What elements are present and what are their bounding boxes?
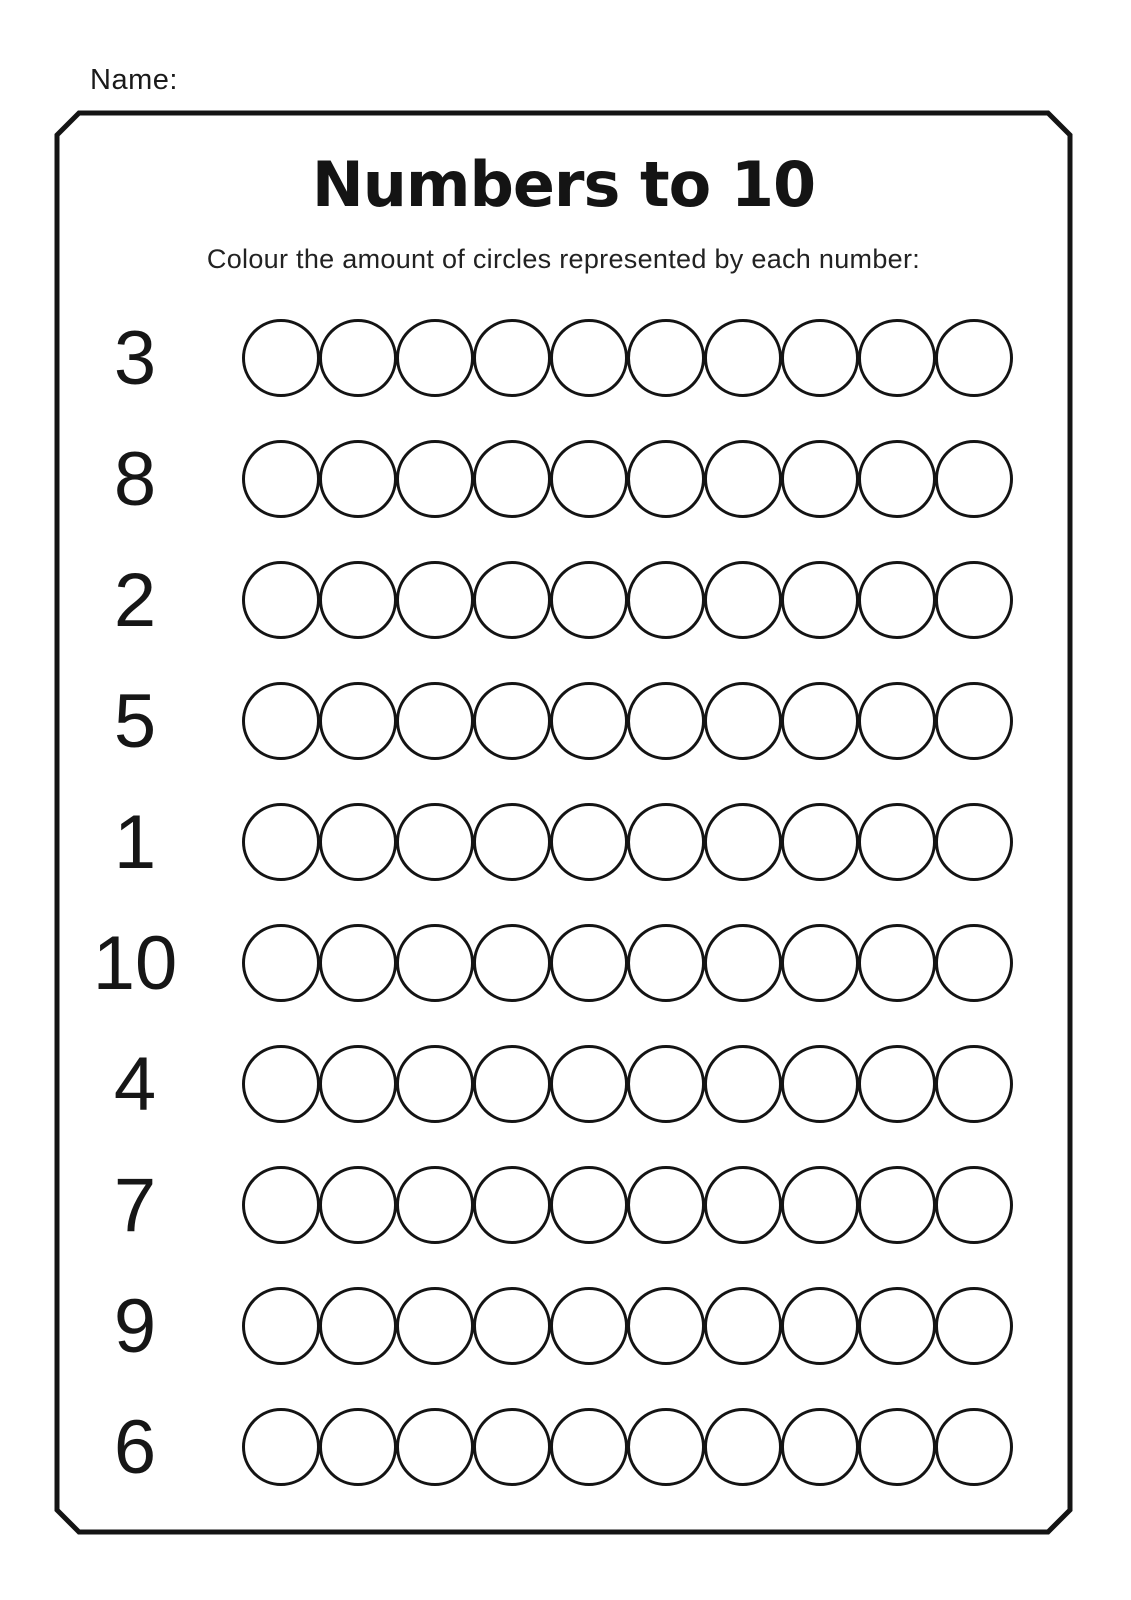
colouring-circle[interactable] — [704, 803, 782, 881]
colouring-circle[interactable] — [704, 924, 782, 1002]
colouring-circle[interactable] — [396, 1287, 474, 1365]
row-number: 3 — [113, 315, 157, 401]
colouring-circle[interactable] — [242, 924, 320, 1002]
colouring-circle[interactable] — [858, 924, 936, 1002]
colouring-circle[interactable] — [473, 1166, 551, 1244]
colouring-circle[interactable] — [858, 440, 936, 518]
colouring-circle[interactable] — [473, 561, 551, 639]
colouring-circle[interactable] — [935, 440, 1013, 518]
colouring-circle[interactable] — [858, 1045, 936, 1123]
row-number: 4 — [113, 1041, 157, 1127]
colouring-circle[interactable] — [627, 1166, 705, 1244]
worksheet-row — [0, 1144, 1131, 1266]
colouring-circle[interactable] — [704, 319, 782, 397]
row-circles — [242, 440, 1013, 518]
row-circles — [242, 924, 1013, 1002]
row-circles — [242, 1287, 1013, 1365]
colouring-circle[interactable] — [858, 682, 936, 760]
colouring-circle[interactable] — [242, 1287, 320, 1365]
worksheet-row — [0, 902, 1131, 1024]
colouring-circle[interactable] — [242, 803, 320, 881]
colouring-circle[interactable] — [858, 1408, 936, 1486]
colouring-circle[interactable] — [781, 319, 859, 397]
colouring-circle[interactable] — [935, 803, 1013, 881]
row-circles — [242, 682, 1013, 760]
colouring-circle[interactable] — [858, 561, 936, 639]
row-number: 1 — [113, 799, 157, 885]
colouring-circle[interactable] — [550, 319, 628, 397]
colouring-circle[interactable] — [704, 440, 782, 518]
colouring-circle[interactable] — [858, 319, 936, 397]
colouring-circle[interactable] — [627, 319, 705, 397]
worksheet-title: Numbers to 10 — [311, 148, 816, 221]
colouring-circle[interactable] — [858, 1166, 936, 1244]
row-number: 10 — [92, 920, 178, 1006]
colouring-circle[interactable] — [242, 1408, 320, 1486]
colouring-circle[interactable] — [396, 319, 474, 397]
worksheet-row — [0, 1265, 1131, 1387]
colouring-circle[interactable] — [627, 440, 705, 518]
colouring-circle[interactable] — [242, 440, 320, 518]
colouring-circle[interactable] — [396, 924, 474, 1002]
worksheet-row — [0, 297, 1131, 419]
name-label: Name: — [90, 64, 178, 96]
colouring-circle[interactable] — [242, 319, 320, 397]
worksheet-row — [0, 1023, 1131, 1145]
colouring-circle[interactable] — [704, 561, 782, 639]
colouring-circle[interactable] — [550, 803, 628, 881]
colouring-circle[interactable] — [396, 440, 474, 518]
colouring-circle[interactable] — [935, 319, 1013, 397]
colouring-circle[interactable] — [935, 1287, 1013, 1365]
colouring-circle[interactable] — [242, 682, 320, 760]
colouring-circle[interactable] — [396, 1166, 474, 1244]
colouring-circle[interactable] — [396, 1408, 474, 1486]
colouring-circle[interactable] — [935, 1166, 1013, 1244]
colouring-circle[interactable] — [935, 561, 1013, 639]
colouring-circle[interactable] — [781, 803, 859, 881]
colouring-circle[interactable] — [319, 803, 397, 881]
colouring-circle[interactable] — [550, 440, 628, 518]
colouring-circle[interactable] — [781, 561, 859, 639]
colouring-circle[interactable] — [550, 1045, 628, 1123]
colouring-circle[interactable] — [704, 1166, 782, 1244]
colouring-circle[interactable] — [319, 1045, 397, 1123]
colouring-circle[interactable] — [550, 682, 628, 760]
colouring-circle[interactable] — [473, 1045, 551, 1123]
colouring-circle[interactable] — [858, 803, 936, 881]
row-number: 8 — [113, 436, 157, 522]
colouring-circle[interactable] — [781, 1408, 859, 1486]
row-circles — [242, 1408, 1013, 1486]
colouring-circle[interactable] — [473, 924, 551, 1002]
worksheet-row — [0, 660, 1131, 782]
colouring-circle[interactable] — [242, 1045, 320, 1123]
worksheet-row — [0, 1386, 1131, 1508]
row-circles — [242, 561, 1013, 639]
row-number: 2 — [113, 557, 157, 643]
row-number: 9 — [113, 1283, 157, 1369]
colouring-circle[interactable] — [319, 319, 397, 397]
colouring-circle[interactable] — [473, 803, 551, 881]
colouring-circle[interactable] — [242, 561, 320, 639]
colouring-circle[interactable] — [627, 924, 705, 1002]
colouring-circle[interactable] — [627, 1045, 705, 1123]
colouring-circle[interactable] — [550, 924, 628, 1002]
colouring-circle[interactable] — [473, 682, 551, 760]
colouring-circle[interactable] — [473, 319, 551, 397]
colouring-circle[interactable] — [781, 1166, 859, 1244]
colouring-circle[interactable] — [781, 1287, 859, 1365]
colouring-circle[interactable] — [319, 440, 397, 518]
colouring-circle[interactable] — [319, 561, 397, 639]
row-number: 6 — [113, 1404, 157, 1490]
row-circles — [242, 319, 1013, 397]
colouring-circle[interactable] — [550, 561, 628, 639]
colouring-circle[interactable] — [627, 682, 705, 760]
colouring-circle[interactable] — [242, 1166, 320, 1244]
colouring-circle[interactable] — [319, 1408, 397, 1486]
colouring-circle[interactable] — [319, 1287, 397, 1365]
row-circles — [242, 1166, 1013, 1244]
colouring-circle[interactable] — [704, 1045, 782, 1123]
colouring-circle[interactable] — [935, 924, 1013, 1002]
worksheet-row — [0, 418, 1131, 540]
colouring-circle[interactable] — [627, 803, 705, 881]
colouring-circle[interactable] — [473, 440, 551, 518]
colouring-circle[interactable] — [627, 561, 705, 639]
colouring-circle[interactable] — [704, 1287, 782, 1365]
colouring-circle[interactable] — [319, 924, 397, 1002]
colouring-circle[interactable] — [781, 440, 859, 518]
colouring-circle[interactable] — [396, 682, 474, 760]
colouring-circle[interactable] — [550, 1166, 628, 1244]
colouring-circle[interactable] — [473, 1408, 551, 1486]
colouring-circle[interactable] — [935, 1408, 1013, 1486]
row-circles — [242, 803, 1013, 881]
colouring-circle[interactable] — [396, 803, 474, 881]
colouring-circle[interactable] — [627, 1287, 705, 1365]
colouring-circle[interactable] — [704, 1408, 782, 1486]
colouring-circle[interactable] — [396, 561, 474, 639]
colouring-circle[interactable] — [781, 924, 859, 1002]
colouring-circle[interactable] — [396, 1045, 474, 1123]
colouring-circle[interactable] — [550, 1408, 628, 1486]
colouring-circle[interactable] — [858, 1287, 936, 1365]
colouring-circle[interactable] — [627, 1408, 705, 1486]
worksheet-subtitle: Colour the amount of circles represented by each number: — [206, 244, 921, 274]
worksheet-row — [0, 781, 1131, 903]
row-number: 7 — [113, 1162, 157, 1248]
colouring-circle[interactable] — [935, 1045, 1013, 1123]
colouring-circle[interactable] — [781, 682, 859, 760]
colouring-circle[interactable] — [319, 682, 397, 760]
colouring-circle[interactable] — [704, 682, 782, 760]
row-circles — [242, 1045, 1013, 1123]
colouring-circle[interactable] — [319, 1166, 397, 1244]
colouring-circle[interactable] — [473, 1287, 551, 1365]
colouring-circle[interactable] — [550, 1287, 628, 1365]
worksheet-row — [0, 539, 1131, 661]
colouring-circle[interactable] — [781, 1045, 859, 1123]
colouring-circle[interactable] — [935, 682, 1013, 760]
row-number: 5 — [113, 678, 157, 764]
